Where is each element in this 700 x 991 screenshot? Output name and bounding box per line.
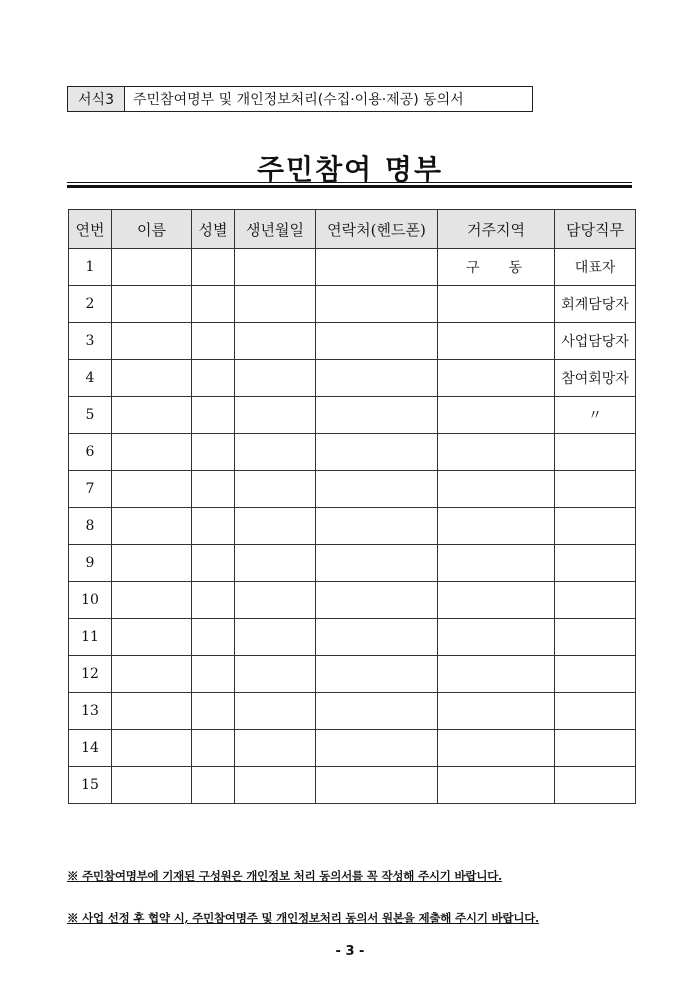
birthdate-cell[interactable] xyxy=(235,249,316,286)
contact-cell[interactable] xyxy=(316,434,438,471)
role-cell xyxy=(555,471,636,508)
birthdate-cell[interactable] xyxy=(235,471,316,508)
gender-cell[interactable] xyxy=(192,508,235,545)
role-cell xyxy=(555,619,636,656)
table-row xyxy=(69,508,636,545)
role-cell: 대표자 xyxy=(555,249,636,286)
role-cell xyxy=(555,508,636,545)
contact-cell[interactable] xyxy=(316,508,438,545)
role-cell xyxy=(555,730,636,767)
row-number: 1 xyxy=(69,249,112,286)
table-row xyxy=(69,249,636,286)
contact-cell[interactable] xyxy=(316,730,438,767)
role-cell: 〃 xyxy=(555,397,636,434)
table-row xyxy=(69,730,636,767)
col-header-number: 연번 xyxy=(69,210,112,249)
form-label-box xyxy=(67,86,533,112)
role-cell xyxy=(555,434,636,471)
district-gu-label: 구 xyxy=(466,260,480,276)
contact-cell[interactable] xyxy=(316,323,438,360)
note-submission: ※ 사업 선정 후 협약 시, 주민참여명주 및 개인정보처리 동의서 원본을 제출해 주시기 바랍니다. xyxy=(67,911,539,925)
gender-cell[interactable] xyxy=(192,656,235,693)
col-header-residence: 거주지역 xyxy=(438,210,555,249)
row-number: 14 xyxy=(69,730,112,767)
col-header-gender: 성별 xyxy=(192,210,235,249)
birthdate-cell[interactable] xyxy=(235,397,316,434)
birthdate-cell[interactable] xyxy=(235,767,316,804)
contact-cell[interactable] xyxy=(316,397,438,434)
gender-cell[interactable] xyxy=(192,730,235,767)
table-row xyxy=(69,767,636,804)
name-cell[interactable] xyxy=(112,767,192,804)
name-cell[interactable] xyxy=(112,360,192,397)
name-cell[interactable] xyxy=(112,249,192,286)
contact-cell[interactable] xyxy=(316,656,438,693)
contact-cell[interactable] xyxy=(316,767,438,804)
row-number: 12 xyxy=(69,656,112,693)
title-rule-thick xyxy=(67,185,632,188)
name-cell[interactable] xyxy=(112,471,192,508)
name-cell[interactable] xyxy=(112,508,192,545)
row-number: 10 xyxy=(69,582,112,619)
birthdate-cell[interactable] xyxy=(235,545,316,582)
residence-cell[interactable] xyxy=(438,730,555,767)
row-number: 6 xyxy=(69,434,112,471)
residence-cell[interactable] xyxy=(438,656,555,693)
row-number: 5 xyxy=(69,397,112,434)
role-cell: 회계담당자 xyxy=(555,286,636,323)
participant-roster-table xyxy=(68,209,636,804)
gender-cell[interactable] xyxy=(192,249,235,286)
gender-cell[interactable] xyxy=(192,397,235,434)
residence-cell[interactable] xyxy=(438,545,555,582)
form-code: 서식3 xyxy=(68,87,125,111)
birthdate-cell[interactable] xyxy=(235,730,316,767)
role-cell xyxy=(555,582,636,619)
name-cell[interactable] xyxy=(112,286,192,323)
residence-cell[interactable] xyxy=(438,693,555,730)
gender-cell[interactable] xyxy=(192,471,235,508)
row-number: 4 xyxy=(69,360,112,397)
table-header-row xyxy=(69,210,636,249)
birthdate-cell[interactable] xyxy=(235,656,316,693)
name-cell[interactable] xyxy=(112,397,192,434)
birthdate-cell[interactable] xyxy=(235,619,316,656)
contact-cell[interactable] xyxy=(316,582,438,619)
contact-cell[interactable] xyxy=(316,360,438,397)
residence-cell[interactable] xyxy=(438,767,555,804)
residence-cell[interactable] xyxy=(438,471,555,508)
residence-cell[interactable] xyxy=(438,286,555,323)
gender-cell[interactable] xyxy=(192,360,235,397)
birthdate-cell[interactable] xyxy=(235,286,316,323)
col-header-birthdate: 생년월일 xyxy=(235,210,316,249)
row-number: 11 xyxy=(69,619,112,656)
birthdate-cell[interactable] xyxy=(235,508,316,545)
gender-cell[interactable] xyxy=(192,767,235,804)
row-number: 3 xyxy=(69,323,112,360)
page-number: - 3 - xyxy=(335,944,365,959)
role-cell: 사업담당자 xyxy=(555,323,636,360)
table-row xyxy=(69,545,636,582)
gender-cell[interactable] xyxy=(192,619,235,656)
contact-cell[interactable] xyxy=(316,471,438,508)
table-row xyxy=(69,323,636,360)
residence-cell[interactable] xyxy=(438,249,555,286)
district-dong-label: 동 xyxy=(508,260,522,276)
role-cell xyxy=(555,693,636,730)
table-row xyxy=(69,471,636,508)
note-consent: ※ 주민참여명부에 기재된 구성원은 개인정보 처리 동의서를 꼭 작성해 주시기 바랍니다. xyxy=(67,869,502,883)
row-number: 7 xyxy=(69,471,112,508)
birthdate-cell[interactable] xyxy=(235,582,316,619)
residence-district-labels xyxy=(438,257,554,277)
name-cell[interactable] xyxy=(112,656,192,693)
residence-cell[interactable] xyxy=(438,508,555,545)
name-cell[interactable] xyxy=(112,693,192,730)
table-row xyxy=(69,286,636,323)
name-cell[interactable] xyxy=(112,545,192,582)
birthdate-cell[interactable] xyxy=(235,323,316,360)
col-header-role: 담당직무 xyxy=(555,210,636,249)
table-row xyxy=(69,656,636,693)
birthdate-cell[interactable] xyxy=(235,693,316,730)
residence-cell[interactable] xyxy=(438,360,555,397)
role-cell xyxy=(555,545,636,582)
contact-cell[interactable] xyxy=(316,619,438,656)
residence-cell[interactable] xyxy=(438,619,555,656)
table-row xyxy=(69,397,636,434)
residence-cell[interactable] xyxy=(438,397,555,434)
table-row xyxy=(69,360,636,397)
form-title: 주민참여명부 및 개인정보처리(수집·이용·제공) 동의서 xyxy=(133,92,464,108)
gender-cell[interactable] xyxy=(192,323,235,360)
name-cell[interactable] xyxy=(112,730,192,767)
table-row xyxy=(69,693,636,730)
contact-cell[interactable] xyxy=(316,249,438,286)
title-rule-thin xyxy=(67,182,632,183)
role-cell xyxy=(555,767,636,804)
gender-cell[interactable] xyxy=(192,545,235,582)
row-number: 8 xyxy=(69,508,112,545)
contact-cell[interactable] xyxy=(316,693,438,730)
residence-cell[interactable] xyxy=(438,434,555,471)
row-number: 2 xyxy=(69,286,112,323)
gender-cell[interactable] xyxy=(192,693,235,730)
role-cell xyxy=(555,656,636,693)
table-row xyxy=(69,582,636,619)
row-number: 13 xyxy=(69,693,112,730)
name-cell[interactable] xyxy=(112,323,192,360)
gender-cell[interactable] xyxy=(192,434,235,471)
residence-cell[interactable] xyxy=(438,323,555,360)
birthdate-cell[interactable] xyxy=(235,434,316,471)
gender-cell[interactable] xyxy=(192,286,235,323)
row-number: 9 xyxy=(69,545,112,582)
name-cell[interactable] xyxy=(112,582,192,619)
residence-cell[interactable] xyxy=(438,582,555,619)
col-header-contact: 연락처(헨드폰) xyxy=(316,210,438,249)
table-row xyxy=(69,619,636,656)
table-row xyxy=(69,434,636,471)
birthdate-cell[interactable] xyxy=(235,360,316,397)
name-cell[interactable] xyxy=(112,434,192,471)
gender-cell[interactable] xyxy=(192,582,235,619)
contact-cell[interactable] xyxy=(316,286,438,323)
row-number: 15 xyxy=(69,767,112,804)
role-cell: 참여회망자 xyxy=(555,360,636,397)
name-cell[interactable] xyxy=(112,619,192,656)
col-header-name: 이름 xyxy=(112,210,192,249)
contact-cell[interactable] xyxy=(316,545,438,582)
document-title: 주민참여 명부 xyxy=(256,153,444,186)
